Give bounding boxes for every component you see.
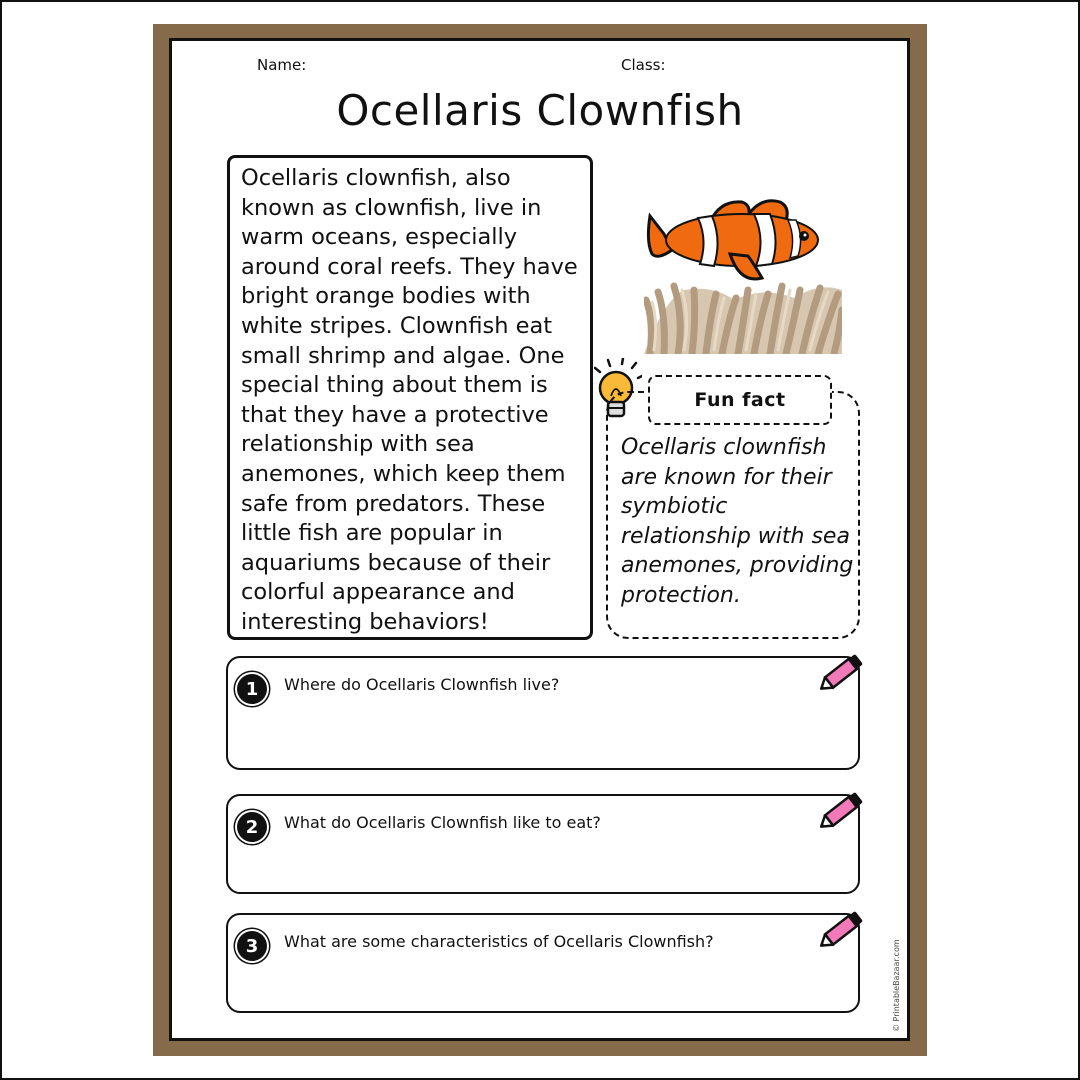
- fun-fact-heading: Fun fact: [648, 375, 832, 425]
- clownfish-photo: [644, 190, 842, 354]
- question-text-1: Where do Ocellaris Clownfish live?: [284, 675, 560, 694]
- copyright-text: © PrintableBazaar.com: [892, 939, 901, 1032]
- question-text-2: What do Ocellaris Clownfish like to eat?: [284, 813, 601, 832]
- question-text-3: What are some characteristics of Ocellaris Clownfish?: [284, 932, 714, 951]
- question-box-2[interactable]: [226, 794, 860, 894]
- anemone: [644, 286, 842, 354]
- pencil-icon: [816, 907, 868, 953]
- pencil-icon: [816, 788, 868, 834]
- story-text: Ocellaris clownfish, also known as clownfish, live in warm oceans, especially around coral reefs. They have bright orange bodies with white stripes. Clownfish eat small shrimp and algae. One special thing about them is that they have a protective relationship with sea anemones, which keep them safe from predators. These little fish are popular in aquariums because of their colorful appearance and interesting behaviors!: [227, 155, 593, 640]
- page-title: Ocellaris Clownfish: [336, 86, 744, 135]
- clownfish: [648, 201, 818, 279]
- question-number-2: 2: [237, 812, 267, 842]
- name-label: Name:: [257, 56, 307, 74]
- pencil-icon: [816, 650, 868, 696]
- class-label: Class:: [621, 56, 666, 74]
- question-number-3: 3: [237, 931, 267, 961]
- question-box-1[interactable]: [226, 656, 860, 770]
- fun-fact-text: Ocellaris clownfish are known for their symbiotic relationship with sea anemones, providing protection.: [621, 435, 854, 608]
- question-box-3[interactable]: [226, 913, 860, 1013]
- question-number-1: 1: [237, 674, 267, 704]
